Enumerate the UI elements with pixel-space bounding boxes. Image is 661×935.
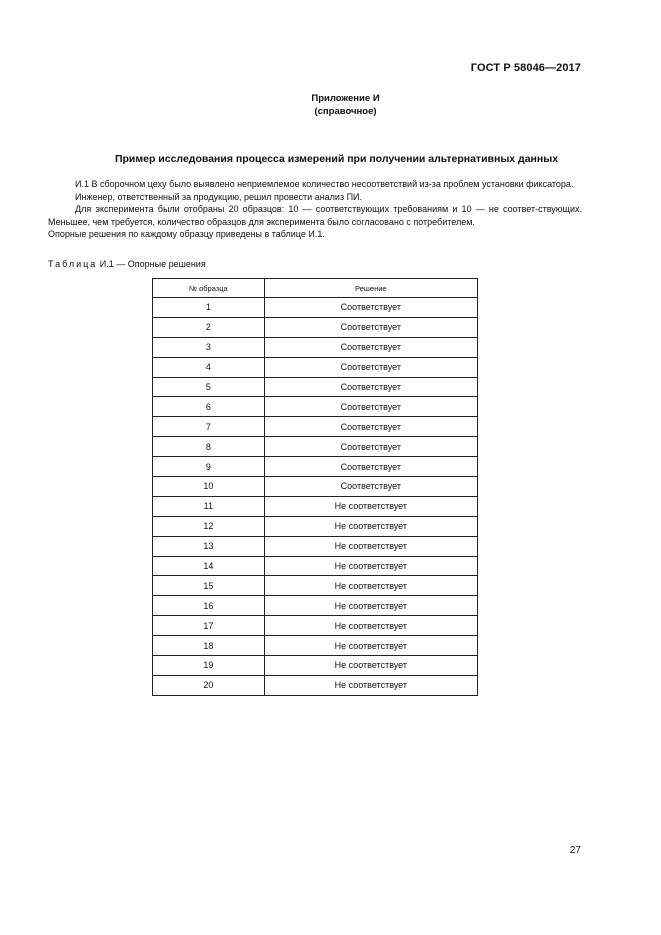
decision-cell: Соответствует bbox=[264, 337, 477, 357]
sample-number-cell: 13 bbox=[153, 536, 265, 556]
decision-cell: Соответствует bbox=[264, 457, 477, 477]
decision-cell: Соответствует bbox=[264, 317, 477, 337]
decision-cell: Не соответствует bbox=[264, 596, 477, 616]
sample-number-cell: 10 bbox=[153, 477, 265, 497]
table-row bbox=[153, 357, 478, 377]
table-row bbox=[153, 337, 478, 357]
decision-cell: Не соответствует bbox=[264, 556, 477, 576]
column-header-sample-number: № образца bbox=[153, 279, 265, 298]
appendix-heading bbox=[0, 92, 661, 118]
decision-cell: Не соответствует bbox=[264, 576, 477, 596]
decision-cell: Не соответствует bbox=[264, 536, 477, 556]
sample-number-cell: 16 bbox=[153, 596, 265, 616]
sample-number-cell: 2 bbox=[153, 317, 265, 337]
decision-cell: Не соответствует bbox=[264, 516, 477, 536]
sample-number-cell: 18 bbox=[153, 636, 265, 656]
sample-number-cell: 1 bbox=[153, 298, 265, 318]
table-row bbox=[153, 298, 478, 318]
table-row bbox=[153, 437, 478, 457]
sample-number-cell: 20 bbox=[153, 675, 265, 695]
sample-number-cell: 19 bbox=[153, 656, 265, 676]
table-row bbox=[153, 656, 478, 676]
paragraph: Инженер, ответственный за продукцию, решил провести анализ ПИ. bbox=[75, 191, 363, 202]
table-row bbox=[153, 457, 478, 477]
table-body bbox=[153, 298, 478, 696]
sample-number-cell: 9 bbox=[153, 457, 265, 477]
decision-cell: Соответствует bbox=[264, 377, 477, 397]
paragraph: И.1 В сборочном цеху было выявлено неприемлемое количество несоответствий из-за проблем установки фиксатора. bbox=[75, 179, 574, 189]
sample-number-cell: 7 bbox=[153, 417, 265, 437]
sample-number-cell: 11 bbox=[153, 496, 265, 516]
decision-cell: Не соответствует bbox=[264, 496, 477, 516]
sample-number-cell: 5 bbox=[153, 377, 265, 397]
decision-cell: Не соответствует bbox=[264, 616, 477, 636]
paragraph: Опорные решения по каждому образцу приведены в таблице И.1. bbox=[48, 229, 325, 239]
sample-number-cell: 17 bbox=[153, 616, 265, 636]
sample-number-cell: 4 bbox=[153, 357, 265, 377]
section-heading: Пример исследования процесса измерений при получении альтернативных данных bbox=[114, 153, 559, 165]
decision-cell: Соответствует bbox=[264, 437, 477, 457]
decision-cell: Не соответствует bbox=[264, 636, 477, 656]
page-number: 27 bbox=[569, 845, 581, 856]
paragraph: Для эксперимента были отобраны 20 образцов: 10 — соответствующих требованиям и 10 — не соответ-ствующих. Меньшее, чем требуется, количество образцов для эксперимента было согласовано с потребителем. bbox=[48, 204, 582, 227]
table-row bbox=[153, 516, 478, 536]
table-row bbox=[153, 317, 478, 337]
table-row bbox=[153, 397, 478, 417]
decision-cell: Соответствует bbox=[264, 298, 477, 318]
decision-cell: Соответствует bbox=[264, 417, 477, 437]
body-text bbox=[48, 178, 582, 241]
table-caption bbox=[48, 259, 206, 269]
decision-cell: Соответствует bbox=[264, 357, 477, 377]
table-row bbox=[153, 616, 478, 636]
appendix-title: Приложение И bbox=[311, 93, 380, 104]
sample-number-cell: 12 bbox=[153, 516, 265, 536]
decision-cell: Не соответствует bbox=[264, 656, 477, 676]
table-row bbox=[153, 536, 478, 556]
sample-number-cell: 3 bbox=[153, 337, 265, 357]
table-caption-text: И.1 — Опорные решения bbox=[97, 259, 206, 269]
sample-number-cell: 6 bbox=[153, 397, 265, 417]
decision-cell: Не соответствует bbox=[264, 675, 477, 695]
table-row bbox=[153, 377, 478, 397]
table-row bbox=[153, 477, 478, 497]
decision-cell: Соответствует bbox=[264, 477, 477, 497]
table-row bbox=[153, 675, 478, 695]
reference-decisions-table bbox=[152, 278, 478, 696]
sample-number-cell: 8 bbox=[153, 437, 265, 457]
table-row bbox=[153, 576, 478, 596]
standard-code: ГОСТ Р 58046—2017 bbox=[470, 62, 581, 74]
decision-cell: Соответствует bbox=[264, 397, 477, 417]
table-row bbox=[153, 496, 478, 516]
sample-number-cell: 15 bbox=[153, 576, 265, 596]
table-caption-prefix: Таблица bbox=[48, 259, 98, 269]
table-row bbox=[153, 417, 478, 437]
column-header-decision: Решение bbox=[264, 279, 477, 298]
table-row bbox=[153, 596, 478, 616]
appendix-subtitle: (справочное) bbox=[314, 106, 377, 117]
table-row bbox=[153, 556, 478, 576]
table-row bbox=[153, 636, 478, 656]
table-header-row bbox=[153, 279, 478, 298]
sample-number-cell: 14 bbox=[153, 556, 265, 576]
